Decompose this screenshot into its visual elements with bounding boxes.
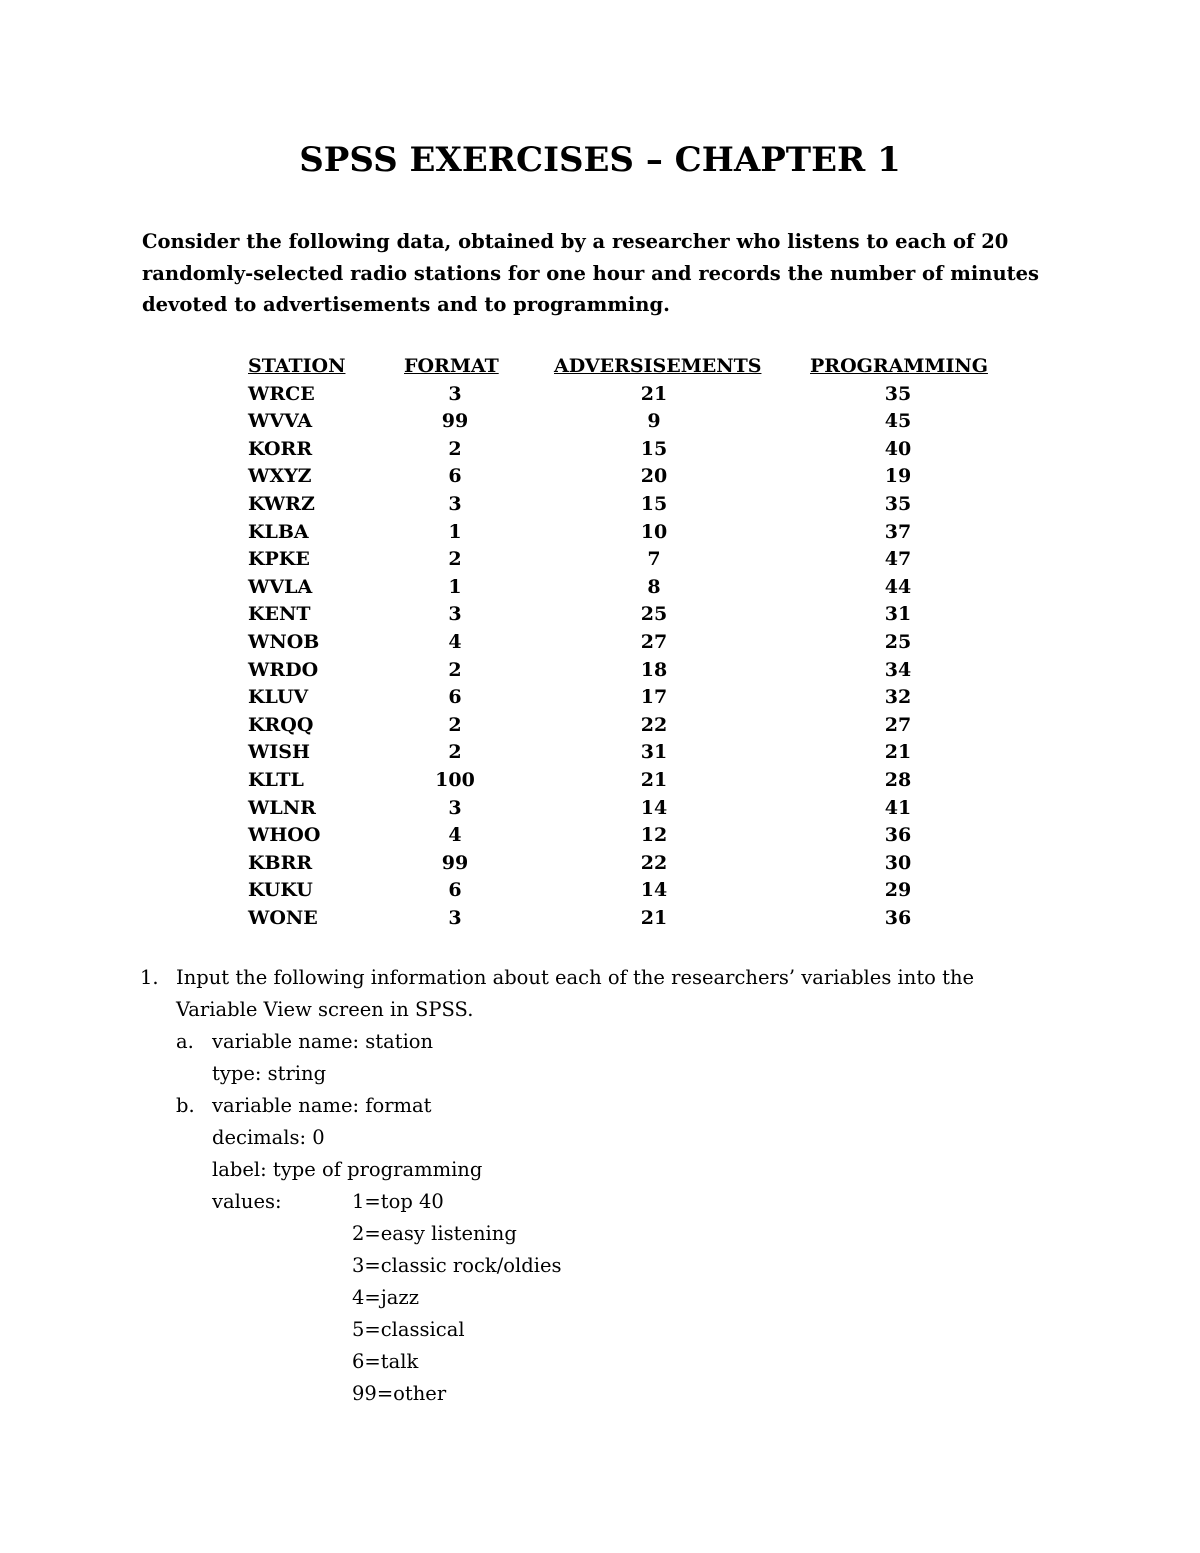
value-item: 4=jazz xyxy=(352,1286,419,1309)
sub-item-text: variable name: station xyxy=(212,1030,434,1053)
cell-advertisements: 21 xyxy=(640,768,668,791)
sub-item-text: variable name: format xyxy=(212,1094,432,1117)
cell-station: WVLA xyxy=(248,575,313,598)
cell-format: 99 xyxy=(441,410,469,433)
cell-format: 6 xyxy=(448,879,462,902)
intro-line: devoted to advertisements and to programming. xyxy=(142,293,670,316)
cell-format: 6 xyxy=(448,465,462,488)
cell-programming: 36 xyxy=(884,824,912,847)
cell-format: 2 xyxy=(448,741,462,764)
sub-item-text: decimals: 0 xyxy=(212,1126,325,1149)
column-header-advertisements: ADVERSISEMENTS xyxy=(554,355,762,377)
cell-station: WHOO xyxy=(248,824,321,847)
cell-programming: 27 xyxy=(884,713,912,736)
cell-station: KPKE xyxy=(248,548,310,571)
column-header-format: FORMAT xyxy=(404,355,499,377)
cell-format: 4 xyxy=(448,824,462,847)
cell-programming: 19 xyxy=(884,465,912,488)
cell-advertisements: 7 xyxy=(647,548,661,571)
cell-programming: 28 xyxy=(884,768,912,791)
cell-station: KENT xyxy=(248,603,311,626)
cell-station: KLUV xyxy=(248,686,309,709)
table-row xyxy=(248,712,990,740)
table-row xyxy=(248,574,990,602)
cell-format: 4 xyxy=(448,630,462,653)
sub-item-text: label: type of programming xyxy=(212,1158,483,1181)
cell-station: KUKU xyxy=(248,879,313,902)
intro-line: Consider the following data, obtained by a researcher who listens to each of 20 xyxy=(142,230,1009,253)
table-row xyxy=(248,877,990,905)
question-text: Variable View screen in SPSS. xyxy=(176,998,474,1021)
cell-format: 1 xyxy=(448,520,462,543)
cell-advertisements: 18 xyxy=(640,658,668,681)
cell-programming: 37 xyxy=(884,520,912,543)
cell-programming: 25 xyxy=(884,630,912,653)
cell-programming: 34 xyxy=(884,658,912,681)
cell-advertisements: 9 xyxy=(647,410,661,433)
table-row xyxy=(248,381,990,409)
cell-station: WRCE xyxy=(248,382,315,405)
sub-item-text: type: string xyxy=(212,1062,327,1085)
cell-format: 2 xyxy=(448,658,462,681)
value-item: 1=top 40 xyxy=(352,1190,444,1213)
cell-format: 6 xyxy=(448,686,462,709)
cell-format: 99 xyxy=(441,851,469,874)
cell-format: 3 xyxy=(448,492,462,515)
cell-station: WRDO xyxy=(248,658,319,681)
cell-programming: 32 xyxy=(884,686,912,709)
cell-advertisements: 15 xyxy=(640,492,668,515)
table-row xyxy=(248,408,990,436)
table-row xyxy=(248,684,990,712)
cell-advertisements: 17 xyxy=(640,686,668,709)
question-number: 1. xyxy=(140,966,159,989)
column-header-programming: PROGRAMMING xyxy=(810,355,988,377)
cell-advertisements: 15 xyxy=(640,437,668,460)
cell-advertisements: 31 xyxy=(640,741,668,764)
cell-advertisements: 14 xyxy=(640,879,668,902)
cell-station: WNOB xyxy=(248,630,320,653)
value-item: 99=other xyxy=(352,1382,447,1405)
cell-programming: 36 xyxy=(884,906,912,929)
intro-paragraph xyxy=(142,226,1072,321)
cell-advertisements: 22 xyxy=(640,851,668,874)
cell-programming: 35 xyxy=(884,492,912,515)
table-row xyxy=(248,546,990,574)
cell-format: 3 xyxy=(448,382,462,405)
question-text: Input the following information about each of the researchers’ variables into the xyxy=(176,966,975,989)
cell-advertisements: 20 xyxy=(640,465,668,488)
cell-programming: 41 xyxy=(884,796,912,819)
cell-advertisements: 10 xyxy=(640,520,668,543)
cell-advertisements: 22 xyxy=(640,713,668,736)
value-item: 3=classic rock/oldies xyxy=(352,1254,562,1277)
cell-station: KLTL xyxy=(248,768,304,791)
cell-station: KWRZ xyxy=(248,492,315,515)
table-row xyxy=(248,519,990,547)
table-row xyxy=(248,629,990,657)
table-row xyxy=(248,905,990,933)
column-header-station: STATION xyxy=(248,355,346,377)
table-row xyxy=(248,795,990,823)
cell-station: WISH xyxy=(248,741,310,764)
table-row xyxy=(248,463,990,491)
table-row xyxy=(248,491,990,519)
cell-format: 3 xyxy=(448,906,462,929)
cell-station: KORR xyxy=(248,437,313,460)
cell-programming: 29 xyxy=(884,879,912,902)
values-label: values: xyxy=(212,1190,282,1213)
table-body xyxy=(248,381,990,933)
cell-station: KBRR xyxy=(248,851,313,874)
table-row xyxy=(248,657,990,685)
cell-programming: 31 xyxy=(884,603,912,626)
cell-station: KRQQ xyxy=(248,713,314,736)
cell-advertisements: 14 xyxy=(640,796,668,819)
cell-advertisements: 27 xyxy=(640,630,668,653)
cell-advertisements: 8 xyxy=(647,575,661,598)
table-row xyxy=(248,436,990,464)
cell-programming: 45 xyxy=(884,410,912,433)
cell-format: 2 xyxy=(448,713,462,736)
table-row xyxy=(248,822,990,850)
cell-programming: 40 xyxy=(884,437,912,460)
cell-format: 2 xyxy=(448,548,462,571)
cell-format: 2 xyxy=(448,437,462,460)
cell-station: WLNR xyxy=(248,796,316,819)
cell-format: 3 xyxy=(448,603,462,626)
cell-advertisements: 21 xyxy=(640,382,668,405)
page-title: SPSS EXERCISES – CHAPTER 1 xyxy=(299,140,901,180)
cell-station: WVVA xyxy=(248,410,313,433)
cell-programming: 35 xyxy=(884,382,912,405)
table-row xyxy=(248,767,990,795)
cell-advertisements: 25 xyxy=(640,603,668,626)
cell-station: KLBA xyxy=(248,520,309,543)
cell-station: WONE xyxy=(248,906,318,929)
cell-programming: 21 xyxy=(884,741,912,764)
cell-format: 1 xyxy=(448,575,462,598)
cell-format: 3 xyxy=(448,796,462,819)
cell-programming: 30 xyxy=(884,851,912,874)
cell-advertisements: 12 xyxy=(640,824,668,847)
value-item: 6=talk xyxy=(352,1350,419,1373)
cell-programming: 44 xyxy=(884,575,912,598)
sub-item-letter: a. xyxy=(176,1030,194,1053)
sub-item-letter: b. xyxy=(176,1094,195,1117)
table-row xyxy=(248,601,990,629)
cell-advertisements: 21 xyxy=(640,906,668,929)
table-row xyxy=(248,739,990,767)
cell-format: 100 xyxy=(435,768,475,791)
cell-programming: 47 xyxy=(884,548,912,571)
value-item: 2=easy listening xyxy=(352,1222,517,1245)
value-item: 5=classical xyxy=(352,1318,465,1341)
table-header-row xyxy=(248,353,990,381)
intro-line: randomly-selected radio stations for one hour and records the number of minutes xyxy=(142,261,1040,285)
radio-station-table xyxy=(248,353,990,932)
cell-station: WXYZ xyxy=(248,465,312,488)
table-row xyxy=(248,850,990,878)
